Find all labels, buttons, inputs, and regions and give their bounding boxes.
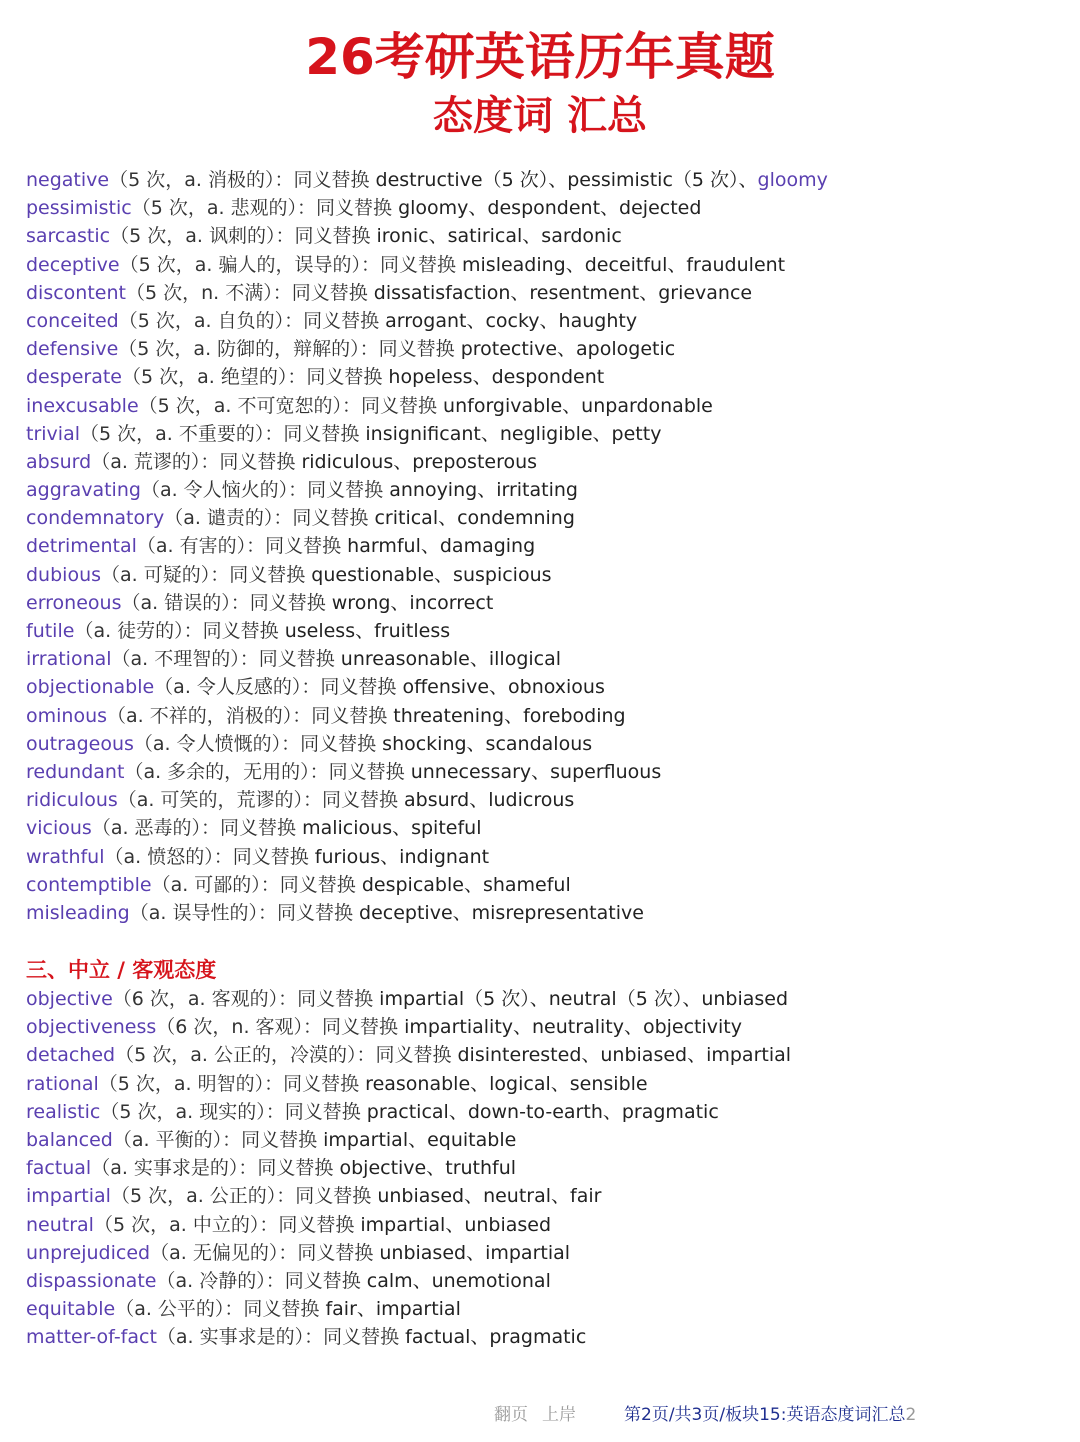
vocab-entry — [26, 702, 1066, 730]
entry-definition: （a. 实事求是的）：同义替换 — [156, 1326, 400, 1349]
entry-synonyms: shocking、scandalous — [376, 732, 593, 755]
vocab-entry — [26, 561, 1066, 589]
page-info: 第2页/共3页/板块15:英语态度词汇总 — [624, 1405, 906, 1425]
vocab-entry — [26, 1239, 1066, 1267]
entry-synonyms: misleading、deceitful、fraudulent — [455, 253, 786, 276]
entry-synonyms: questionable、suspicious — [305, 563, 552, 586]
entry-synonyms: insignificant、negligible、petty — [359, 422, 662, 445]
entry-definition: （6 次，n. 客观）：同义替换 — [156, 1016, 399, 1039]
entry-definition: （5 次，a. 不重要的）：同义替换 — [80, 422, 360, 445]
vocab-entry — [26, 363, 1066, 391]
entry-definition: （a. 冷静的）：同义替换 — [156, 1269, 361, 1292]
entry-synonyms: impartial（5 次）、neutral（5 次）、unbiased — [373, 988, 789, 1010]
entry-word: absurd — [26, 450, 92, 473]
entry-synonyms: dissatisfaction、resentment、grievance — [367, 281, 753, 304]
entry-synonyms: impartial、unbiased — [354, 1213, 552, 1236]
section-heading-neutral: 三、中立 / 客观态度 — [26, 958, 217, 982]
entry-definition: （5 次，a. 不可宽恕的）：同义替换 — [138, 394, 438, 417]
vocab-entry — [26, 985, 1066, 1013]
entry-definition: （a. 谴责的）：同义替换 — [164, 507, 369, 530]
entry-definition: （a. 令人愤慨的）：同义替换 — [133, 732, 377, 755]
vocab-entry — [26, 476, 1066, 504]
entry-synonyms: unforgivable、unpardonable — [437, 394, 713, 417]
entry-word: condemnatory — [26, 507, 165, 530]
entry-synonyms: ridiculous、preposterous — [295, 450, 538, 473]
vocab-entry — [26, 448, 1066, 476]
entry-definition: （a. 不祥的，消极的）：同义替换 — [107, 704, 388, 727]
entry-word: ridiculous — [26, 789, 118, 812]
vocab-entry — [26, 730, 1066, 758]
entry-word: rational — [26, 1072, 99, 1095]
entry-definition: （5 次，n. 不满）：同义替换 — [125, 281, 368, 304]
vocab-entry — [26, 758, 1066, 786]
vocab-entry — [26, 532, 1066, 560]
entry-word: objective — [26, 988, 113, 1010]
vocab-entry — [26, 251, 1066, 279]
vocab-entry — [26, 899, 1066, 927]
entry-word: redundant — [26, 760, 125, 783]
entry-synonyms: useless、fruitless — [278, 620, 451, 642]
entry-word: detrimental — [26, 535, 137, 558]
footer-nav — [494, 1402, 590, 1428]
negative-attitude-list — [26, 166, 1066, 927]
vocab-entry — [26, 1154, 1066, 1182]
entry-synonyms: factual、pragmatic — [399, 1326, 587, 1349]
page-title: 26考研英语历年真题 — [305, 28, 775, 86]
entry-word: realistic — [26, 1100, 101, 1123]
vocab-entry — [26, 871, 1066, 899]
entry-definition: （5 次，a. 中立的）：同义替换 — [93, 1213, 355, 1236]
entry-word: discontent — [26, 281, 126, 304]
entry-synonyms: absurd、ludicrous — [398, 789, 575, 812]
entry-word: unprejudiced — [26, 1241, 151, 1264]
entry-definition: （a. 实事求是的）：同义替换 — [91, 1157, 334, 1180]
entry-definition: （a. 平衡的）：同义替换 — [112, 1128, 318, 1151]
entry-definition: （5 次，a. 骗人的，误导的）：同义替换 — [119, 253, 456, 276]
entry-synonyms: critical、condemning — [368, 507, 575, 530]
entry-synonyms: calm、unemotional — [360, 1269, 551, 1292]
vocab-entry — [26, 1041, 1066, 1069]
page-number: 2 — [905, 1405, 917, 1425]
vocab-entry — [26, 194, 1066, 222]
entry-definition: （a. 有害的）：同义替换 — [136, 535, 342, 558]
entry-word: sarcastic — [26, 225, 111, 248]
entry-definition: （a. 令人反感的）：同义替换 — [154, 676, 397, 699]
entry-word: vicious — [26, 817, 92, 840]
vocab-entry — [26, 420, 1066, 448]
entry-word: balanced — [26, 1128, 113, 1151]
entry-synonyms: unbiased、impartial — [373, 1241, 571, 1264]
entry-word: detached — [26, 1044, 116, 1067]
vocab-entry — [26, 335, 1066, 363]
vocab-entry — [26, 617, 1066, 645]
entry-word: dispassionate — [26, 1269, 157, 1292]
entry-synonyms: wrong、incorrect — [325, 591, 494, 614]
vocab-entry — [26, 392, 1066, 420]
vocab-entry — [26, 1182, 1066, 1210]
entry-synonyms: deceptive、misrepresentative — [352, 901, 644, 924]
entry-definition: （a. 愤怒的）：同义替换 — [104, 845, 309, 868]
entry-definition: （a. 可鄙的）：同义替换 — [151, 873, 356, 896]
entry-word: objectiveness — [26, 1016, 157, 1039]
entry-synonyms: disinterested、unbiased、impartial — [451, 1044, 792, 1067]
entry-word: conceited — [26, 309, 119, 332]
vocab-entry — [26, 645, 1066, 673]
entry-definition: （5 次，a. 公正的，冷漠的）：同义替换 — [115, 1044, 452, 1067]
entry-word: dubious — [26, 563, 102, 586]
entry-definition: （a. 错误的）：同义替换 — [121, 591, 326, 614]
entry-word: wrathful — [26, 845, 105, 868]
entry-word: factual — [26, 1157, 92, 1180]
entry-word: desperate — [26, 366, 122, 389]
entry-synonyms: arrogant、cocky、haughty — [379, 309, 638, 332]
vocab-entry — [26, 307, 1066, 335]
vocab-entry — [26, 279, 1066, 307]
vocab-entry — [26, 1098, 1066, 1126]
vocab-entry — [26, 222, 1066, 250]
vocab-entry — [26, 1211, 1066, 1239]
page-indicator — [624, 1402, 916, 1428]
entry-synonyms: protective、apologetic — [454, 338, 676, 361]
entry-word: trivial — [26, 422, 80, 445]
page-subtitle: 态度词 汇总 — [433, 93, 647, 139]
entry-definition: （5 次，a. 公正的）：同义替换 — [110, 1185, 372, 1208]
entry-definition: （a. 可疑的）：同义替换 — [101, 563, 306, 586]
entry-synonyms: despicable、shameful — [355, 873, 571, 896]
entry-definition: （a. 可笑的，荒谬的）：同义替换 — [117, 789, 398, 812]
entry-definition: （5 次，a. 悲观的）：同义替换 — [131, 197, 393, 220]
vocab-entry — [26, 786, 1066, 814]
entry-definition: （5 次，a. 明智的）：同义替换 — [98, 1072, 360, 1095]
entry-synonyms: hopeless、despondent — [382, 366, 605, 389]
vocab-entry — [26, 673, 1066, 701]
entry-synonyms: unbiased、neutral、fair — [371, 1185, 602, 1208]
entry-definition: （5 次，a. 讽刺的）：同义替换 — [110, 225, 371, 248]
next-page-link[interactable]: 上岸 — [542, 1405, 576, 1425]
entry-synonyms: fair、impartial — [319, 1298, 461, 1321]
vocab-entry — [26, 1323, 1066, 1351]
entry-definition: （a. 误导性的）：同义替换 — [129, 901, 353, 924]
entry-synonyms: annoying、irritating — [383, 479, 578, 502]
entry-definition: （a. 令人恼火的）：同义替换 — [140, 479, 384, 502]
entry-synonyms: threatening、foreboding — [387, 704, 626, 727]
entry-definition: （a. 不理智的）：同义替换 — [111, 648, 335, 671]
vocab-entry — [26, 504, 1066, 532]
entry-synonyms: practical、down-to-earth、pragmatic — [360, 1100, 719, 1123]
entry-synonym-highlight: gloomy — [757, 169, 828, 191]
entry-definition: （a. 多余的，无用的）：同义替换 — [124, 760, 405, 783]
entry-synonyms: gloomy、despondent、dejected — [392, 197, 702, 220]
prev-page-link[interactable]: 翻页 — [494, 1405, 528, 1425]
entry-word: irrational — [26, 648, 112, 671]
entry-word: deceptive — [26, 253, 120, 276]
entry-synonyms: malicious、spiteful — [296, 817, 482, 840]
entry-definition: （5 次，a. 自负的）：同义替换 — [118, 309, 380, 332]
entry-word: contemptible — [26, 873, 152, 896]
entry-definition: （a. 荒谬的）：同义替换 — [91, 450, 296, 473]
entry-definition: （5 次，a. 消极的）：同义替换 — [109, 169, 370, 191]
vocab-entry — [26, 814, 1066, 842]
entry-synonyms: reasonable、logical、sensible — [359, 1072, 648, 1095]
entry-synonyms: impartial、equitable — [317, 1128, 517, 1151]
entry-word: misleading — [26, 901, 130, 924]
entry-synonyms: impartiality、neutrality、objectivity — [398, 1016, 742, 1039]
vocab-entry — [26, 589, 1066, 617]
entry-definition: （6 次，a. 客观的）：同义替换 — [112, 988, 374, 1010]
entry-synonyms: unnecessary、superfluous — [404, 760, 662, 783]
entry-word: defensive — [26, 338, 119, 361]
vocab-entry — [26, 1070, 1066, 1098]
entry-word: futile — [26, 620, 75, 642]
entry-word: neutral — [26, 1213, 94, 1236]
vocab-entry — [26, 843, 1066, 871]
entry-synonyms: ironic、satirical、sardonic — [370, 225, 622, 248]
entry-definition: （5 次，a. 现实的）：同义替换 — [100, 1100, 361, 1123]
vocab-entry — [26, 1295, 1066, 1323]
entry-word: negative — [26, 169, 110, 191]
entry-synonyms: unreasonable、illogical — [334, 648, 562, 671]
entry-definition: （5 次，a. 防御的，辩解的）：同义替换 — [118, 338, 455, 361]
entry-definition: （a. 徒劳的）：同义替换 — [74, 620, 279, 642]
entry-word: inexcusable — [26, 394, 139, 417]
entry-synonyms: destructive（5 次）、pessimistic（5 次）、 — [369, 169, 758, 191]
entry-word: ominous — [26, 704, 108, 727]
vocab-entry — [26, 1267, 1066, 1295]
entry-synonyms: objective、truthful — [333, 1157, 517, 1180]
entry-word: pessimistic — [26, 197, 132, 220]
entry-definition: （5 次，a. 绝望的）：同义替换 — [122, 366, 383, 389]
entry-definition: （a. 公平的）：同义替换 — [115, 1298, 320, 1321]
neutral-attitude-list — [26, 985, 1066, 1351]
entry-definition: （a. 恶毒的）：同义替换 — [91, 817, 297, 840]
entry-definition: （a. 无偏见的）：同义替换 — [150, 1241, 374, 1264]
entry-word: equitable — [26, 1298, 116, 1321]
entry-word: matter-of-fact — [26, 1326, 157, 1349]
entry-word: impartial — [26, 1185, 111, 1208]
entry-word: erroneous — [26, 591, 122, 614]
vocab-entry — [26, 1013, 1066, 1041]
vocab-entry — [26, 1126, 1066, 1154]
entry-synonyms: furious、indignant — [308, 845, 490, 868]
vocab-entry — [26, 166, 1066, 194]
entry-synonyms: harmful、damaging — [341, 535, 536, 558]
entry-word: aggravating — [26, 479, 141, 502]
entry-synonyms: offensive、obnoxious — [396, 676, 605, 699]
entry-word: objectionable — [26, 676, 155, 699]
entry-word: outrageous — [26, 732, 134, 755]
